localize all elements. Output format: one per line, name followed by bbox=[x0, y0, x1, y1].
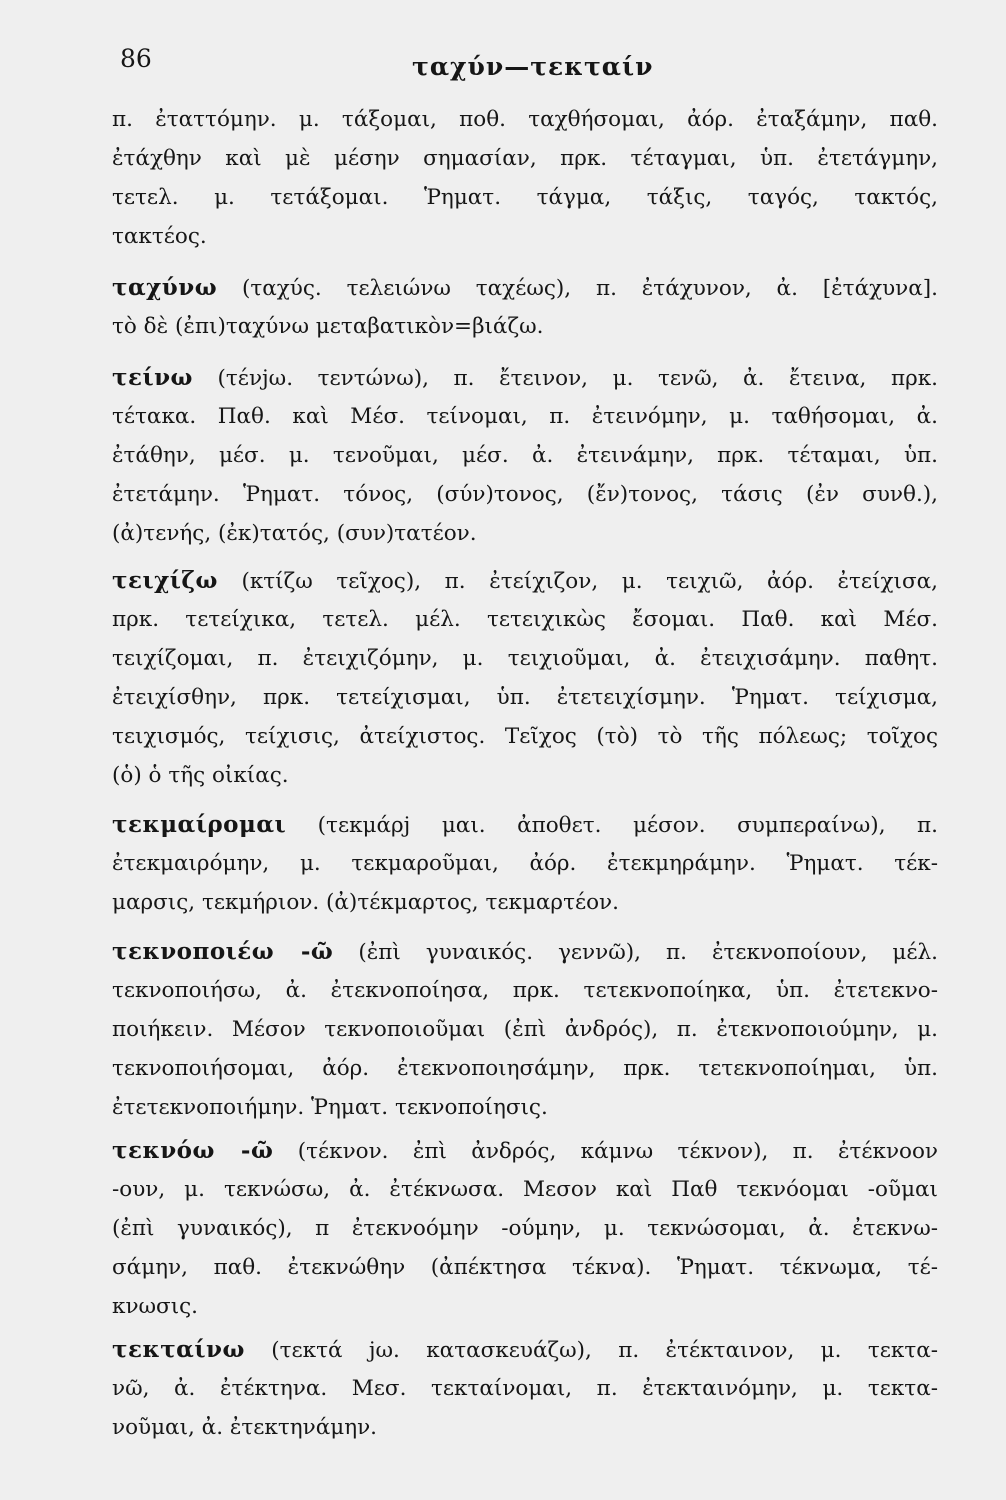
headword: τεκταίνω bbox=[112, 1336, 245, 1363]
entry-line: τεκνοποιήσομαι, ἀόρ. ἐτεκνοποιησάμην, πρκ. τετεκνοποίημαι, ὑπ. bbox=[112, 1056, 938, 1081]
entry-text: (κτίζω τεῖχος), π. ἐτείχιζον, μ. τειχιῶ, ἀόρ. ἐτείχισα, bbox=[217, 569, 938, 594]
entry-text: (τέκνον. ἐπὶ ἀνδρός, κάμνω τέκνον), π. ἐτέκνοον bbox=[273, 1139, 938, 1164]
entry-text: (τεκτά jω. κατασκευάζω), π. ἐτέκταινον, μ. τεκτα- bbox=[244, 1338, 938, 1363]
entry-text: (τένjω. τεντώνω), π. ἔτεινον, μ. τενῶ, ἀ. ἔτεινα, πρκ. bbox=[192, 366, 938, 391]
page-number: 86 bbox=[120, 44, 152, 73]
headword: τειχίζω bbox=[112, 567, 218, 594]
entry-line: ἐτετεκνοποιήμην. Ῥηματ. τεκνοποίησις. bbox=[112, 1095, 548, 1120]
entry-line: κνωσις. bbox=[112, 1294, 199, 1319]
entry-line: ἐτετάμην. Ῥηματ. τόνος, (σύν)τονος, (ἔν)τονος, τάσις (ἐν συνθ.), bbox=[112, 482, 938, 507]
entry-line: (ἀ)τενής, (ἐκ)τατός, (συν)τατέον. bbox=[112, 521, 477, 546]
entry-line: νοῦμαι, ἀ. ἐτεκτηνάμην. bbox=[112, 1415, 377, 1440]
entry-first-line bbox=[112, 564, 938, 598]
entry-line: (ἐπὶ γυναικός), π ἐτεκνοόμην -ούμην, μ. τεκνώσομαι, ἀ. ἐτεκνω- bbox=[112, 1216, 938, 1241]
headword: ταχύνω bbox=[112, 274, 218, 301]
entry-line: ἐτάθην, μέσ. μ. τενοῦμαι, μέσ. ἀ. ἐτεινάμην, πρκ. τέταμαι, ὑπ. bbox=[112, 443, 938, 468]
entry-line: τειχισμός, τείχισις, ἀτείχιστος. Τεῖχος (τὸ) τὸ τῆς πόλεως; τοῖχος bbox=[112, 724, 938, 749]
entry-line: -ουν, μ. τεκνώσω, ἀ. ἐτέκνωσα. Μεσον καὶ Παθ τεκνόομαι -οῦμαι bbox=[112, 1177, 938, 1202]
entry-line: τὸ δὲ (ἐπι)ταχύνω μεταβατικὸν=βιάζω. bbox=[112, 314, 544, 339]
entry-text: (ἐπὶ γυναικός. γεννῶ), π. ἐτεκνοποίουν, μέλ. bbox=[333, 940, 938, 965]
entry-line: τέτακα. Παθ. καὶ Μέσ. τείνομαι, π. ἐτεινόμην, μ. ταθήσομαι, ἀ. bbox=[112, 404, 938, 429]
entry-first-line bbox=[112, 1333, 938, 1367]
entry-first-line bbox=[112, 1134, 938, 1168]
entry-line: σάμην, παθ. ἐτεκνώθην (ἀπέκτησα τέκνα). Ῥηματ. τέκνωμα, τέ- bbox=[112, 1255, 938, 1280]
entry-first-line bbox=[112, 361, 938, 395]
headword: τεκνόω -ῶ bbox=[112, 1137, 274, 1164]
entry-line: νῶ, ἀ. ἐτέκτηνα. Μεσ. τεκταίνομαι, π. ἐτεκταινόμην, μ. τεκτα- bbox=[112, 1376, 938, 1401]
entry-line: τειχίζομαι, π. ἐτειχιζόμην, μ. τειχιοῦμαι, ἀ. ἐτειχισάμην. παθητ. bbox=[112, 646, 938, 671]
headword: τείνω bbox=[112, 364, 193, 391]
entry-line: τεκνοποιήσω, ἀ. ἐτεκνοποίησα, πρκ. τετεκνοποίηκα, ὑπ. ἐτετεκνο- bbox=[112, 978, 938, 1003]
entry-first-line bbox=[112, 808, 938, 842]
entry-line: πρκ. τετείχικα, τετελ. μέλ. τετειχικὼς ἔσομαι. Παθ. καὶ Μέσ. bbox=[112, 607, 938, 632]
entry-line: ποιήκειν. Μέσον τεκνοποιοῦμαι (ἐπὶ ἀνδρός), π. ἐτεκνοποιούμην, μ. bbox=[112, 1017, 938, 1042]
entry-text: (ταχύς. τελειώνω ταχέως), π. ἐτάχυνον, ἀ. [ἐτάχυνα]. bbox=[217, 276, 938, 301]
entry-first-line bbox=[112, 935, 938, 969]
headword: τεκμαίρομαι bbox=[112, 811, 287, 838]
entry-line: ἐτειχίσθην, πρκ. τετείχισμαι, ὑπ. ἐτετειχίσμην. Ῥηματ. τείχισμα, bbox=[112, 685, 938, 710]
entry-text: (τεκμάρj μαι. ἀποθετ. μέσον. συμπεραίνω), π. bbox=[286, 813, 938, 838]
headword: τεκνοποιέω -ῶ bbox=[112, 938, 334, 965]
entry-line: μαρσις, τεκμήριον. (ἀ)τέκμαρτος, τεκμαρτέον. bbox=[112, 890, 619, 915]
entry-line: τακτέος. bbox=[112, 224, 207, 249]
entry-first-line bbox=[112, 271, 938, 305]
entry-line: ἐτάχθην καὶ μὲ μέσην σημασίαν, πρκ. τέταγμαι, ὑπ. ἐτετάγμην, bbox=[112, 146, 938, 171]
entry-line: π. ἐταττόμην. μ. τάξομαι, ποθ. ταχθήσομαι, ἀόρ. ἐταξάμην, παθ. bbox=[112, 107, 938, 132]
running-head: ταχύν—τεκταίν bbox=[412, 52, 654, 81]
entry-line: τετελ. μ. τετάξομαι. Ῥηματ. τάγμα, τάξις, ταγός, τακτός, bbox=[112, 185, 938, 210]
entry-line: ἐτεκμαιρόμην, μ. τεκμαροῦμαι, ἀόρ. ἐτεκμηράμην. Ῥηματ. τέκ- bbox=[112, 851, 938, 876]
entry-line: (ὁ) ὁ τῆς οἰκίας. bbox=[112, 763, 289, 788]
